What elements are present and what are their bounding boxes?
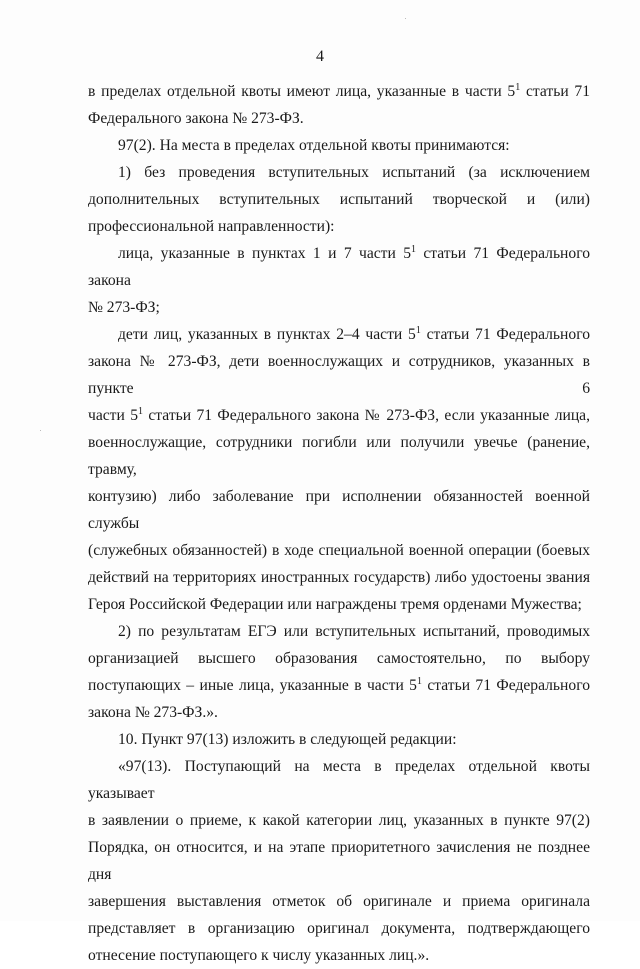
text-line: в заявлении о приеме, к какой категории лиц, указанных в пункте 97(2) [88, 812, 590, 829]
text-line: отнесение поступающего к числу указанных лиц.». [88, 947, 430, 964]
text-line: Героя Российской Федерации или награждены тремя орденами Мужества; [88, 596, 582, 613]
text-line: 2) по результатам ЕГЭ или вступительных испытаний, проводимых [118, 623, 590, 640]
text-line: лица, указанные в пунктах 1 и 7 части $5^1$ статьи 71 Федерального закона [88, 244, 590, 289]
text-line: закона № 273-ФЗ.». [88, 704, 218, 721]
text-line: части $5^1$ статьи 71 Федерального закона № 273-ФЗ, если указанные лица, [88, 406, 590, 424]
document-body [88, 78, 590, 969]
paragraph-97-2: 97(2). На места в пределах отдельной квоты принимаются: [118, 137, 510, 154]
text-line: контузию) либо заболевание при исполнении обязанностей военной службы [88, 488, 590, 532]
text-line: дети лиц, указанных в пунктах 2–4 части $5^1$ статьи 71 Федерального [118, 325, 590, 343]
page-number: 4 [316, 48, 324, 65]
text-line: «97(13). Поступающий на места в пределах отдельной квоты указывает [88, 758, 590, 802]
text-line: Федерального закона № 273-ФЗ. [88, 110, 304, 127]
text-line: завершения выставления отметок об оригинале и приема оригинала [88, 893, 590, 910]
text-line: 1) без проведения вступительных испытаний (за исключением [118, 164, 590, 181]
scan-speck [405, 18, 406, 19]
text-line: профессиональной направленности): [88, 218, 335, 235]
text-line: поступающих – иные лица, указанные в части $5^1$ статьи 71 Федерального [88, 676, 590, 694]
text-line: представляет в организацию оригинал документа, подтверждающего [88, 920, 590, 937]
text-line: дополнительных вступительных испытаний творческой и (или) [88, 191, 590, 208]
text-line: (служебных обязанностей) в ходе специальной военной операции (боевых [88, 542, 590, 559]
text-line: действий на территориях иностранных государств) либо удостоены звания [88, 569, 590, 586]
paragraph-item-10: 10. Пункт 97(13) изложить в следующей редакции: [118, 731, 457, 748]
text-line: организацией высшего образования самостоятельно, по выбору [88, 650, 590, 667]
text-line: № 273-ФЗ; [88, 299, 160, 316]
text-line: закона № 273-ФЗ, дети военнослужащих и сотрудников, указанных в пункте 6 [88, 353, 590, 397]
text-line: Порядка, он относится, и на этапе приоритетного зачисления не позднее дня [88, 839, 590, 883]
text-line: в пределах отдельной квоты имеют лица, указанные в части $5^1$ статьи 71 [88, 82, 591, 100]
scan-speck [40, 430, 41, 431]
text-line: военнослужащие, сотрудники погибли или получили увечье (ранение, травму, [88, 434, 590, 478]
